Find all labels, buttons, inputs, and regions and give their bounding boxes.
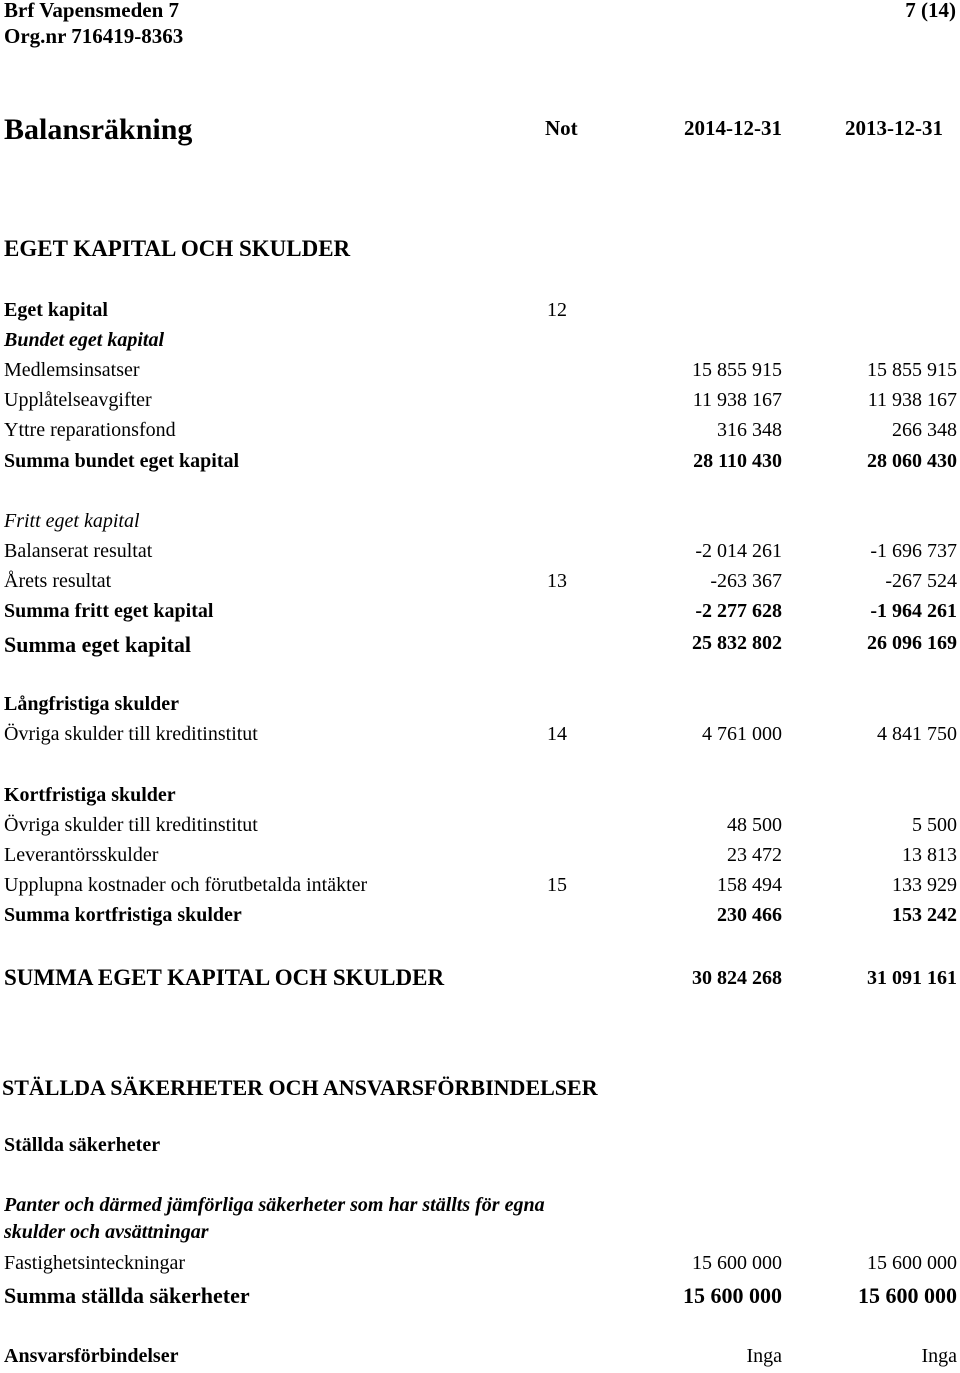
table-row [0, 570, 960, 598]
row-value-2013: 4 841 750 [877, 723, 957, 745]
row-label: Ansvarsförbindelser [4, 1345, 179, 1367]
row-label: Övriga skulder till kreditinstitut [4, 814, 258, 836]
row-value-2014: -2 277 628 [695, 600, 782, 622]
table-row [0, 540, 960, 568]
pledged-assets-description-line2: skulder och avsättningar [4, 1221, 209, 1243]
row-label: Yttre reparationsfond [4, 419, 176, 441]
column-year-2013-header: 2013-12-31 [845, 116, 943, 140]
row-value-2014: 230 466 [717, 904, 782, 926]
row-value-2014: -263 367 [710, 570, 782, 592]
row-label: Kortfristiga skulder [4, 784, 176, 806]
row-label: Summa fritt eget kapital [4, 600, 214, 622]
row-value-2014: 11 938 167 [692, 389, 782, 411]
row-value-2013: 13 813 [902, 844, 957, 866]
table-row [0, 874, 960, 902]
row-value-2013: -1 964 261 [870, 600, 957, 622]
table-row [0, 723, 960, 751]
row-note: 15 [547, 874, 567, 896]
table-row [0, 904, 960, 932]
table-row [0, 299, 960, 327]
column-year-2014-header: 2014-12-31 [684, 116, 782, 140]
row-label: Upplåtelseavgifter [4, 389, 152, 411]
table-row [0, 510, 960, 538]
row-label: Eget kapital [4, 299, 108, 321]
row-label: Bundet eget kapital [4, 329, 164, 351]
section-heading-pledged-assets: STÄLLDA SÄKERHETER OCH ANSVARSFÖRBINDELSER [2, 1075, 598, 1100]
page-title: Balansräkning [4, 113, 193, 146]
row-value-2013: 15 855 915 [867, 359, 957, 381]
table-row [0, 784, 960, 812]
table-row [0, 814, 960, 842]
row-value-2013: 133 929 [892, 874, 957, 896]
row-value-2013: 31 091 161 [867, 967, 957, 989]
table-row [0, 600, 960, 628]
row-label: Leverantörsskulder [4, 844, 159, 866]
pledged-assets-subheading: Ställda säkerheter [4, 1134, 161, 1156]
row-label: Summa bundet eget kapital [4, 450, 240, 472]
column-note-header: Not [545, 116, 578, 140]
row-value-2014: 25 832 802 [692, 632, 782, 654]
row-label: Fastighetsinteckningar [4, 1252, 186, 1274]
row-value-2013: 28 060 430 [867, 450, 957, 472]
row-value-2014: Inga [746, 1345, 782, 1367]
row-value-2014: 28 110 430 [693, 450, 782, 472]
row-value-2014: 15 600 000 [683, 1283, 782, 1308]
row-value-2014: 48 500 [727, 814, 782, 836]
row-label: Fritt eget kapital [4, 510, 140, 532]
row-label: Summa ställda säkerheter [4, 1283, 250, 1308]
table-row [0, 450, 960, 478]
row-value-2013: 5 500 [912, 814, 957, 836]
table-row [0, 329, 960, 357]
pledged-assets-description-line1: Panter och därmed jämförliga säkerheter som har ställts för egna [4, 1194, 545, 1216]
row-value-2013: 266 348 [892, 419, 957, 441]
row-value-2013: Inga [921, 1345, 957, 1367]
table-row [0, 1345, 960, 1373]
row-note: 12 [547, 299, 567, 321]
table-row [0, 844, 960, 872]
row-value-2014: 15 600 000 [692, 1252, 782, 1274]
table-row [0, 693, 960, 721]
row-value-2013: 153 242 [892, 904, 957, 926]
row-value-2013: 15 600 000 [858, 1283, 957, 1308]
page-number: 7 (14) [905, 0, 956, 22]
row-value-2013: 15 600 000 [867, 1252, 957, 1274]
table-row [0, 419, 960, 447]
table-row [0, 1252, 960, 1280]
row-label: Upplupna kostnader och förutbetalda intäkter [4, 874, 368, 896]
table-row [0, 1283, 960, 1311]
table-row [0, 632, 960, 660]
row-value-2013: 11 938 167 [867, 389, 957, 411]
row-label: Balanserat resultat [4, 540, 153, 562]
row-label: Medlemsinsatser [4, 359, 140, 381]
row-label: Långfristiga skulder [4, 693, 180, 715]
row-label: SUMMA EGET KAPITAL OCH SKULDER [4, 965, 445, 990]
row-note: 14 [547, 723, 567, 745]
row-value-2013: -267 524 [885, 570, 957, 592]
table-row [0, 359, 960, 387]
row-value-2014: 15 855 915 [692, 359, 782, 381]
company-name: Brf Vapensmeden 7 [4, 0, 180, 22]
row-note: 13 [547, 570, 567, 592]
row-value-2014: 158 494 [717, 874, 782, 896]
row-value-2014: 23 472 [727, 844, 782, 866]
row-label: Summa eget kapital [4, 632, 191, 657]
table-row [0, 389, 960, 417]
row-value-2014: 30 824 268 [692, 967, 782, 989]
row-label: Summa kortfristiga skulder [4, 904, 242, 926]
section-heading-equity-liabilities: EGET KAPITAL OCH SKULDER [4, 236, 351, 261]
org-number: Org.nr 716419-8363 [4, 24, 184, 48]
row-label: Årets resultat [4, 570, 112, 592]
row-value-2014: 4 761 000 [702, 723, 782, 745]
row-label: Övriga skulder till kreditinstitut [4, 723, 258, 745]
row-value-2013: -1 696 737 [870, 540, 957, 562]
row-value-2014: 316 348 [717, 419, 782, 441]
row-value-2014: -2 014 261 [695, 540, 782, 562]
table-row-grand-total [0, 965, 960, 993]
row-value-2013: 26 096 169 [867, 632, 957, 654]
